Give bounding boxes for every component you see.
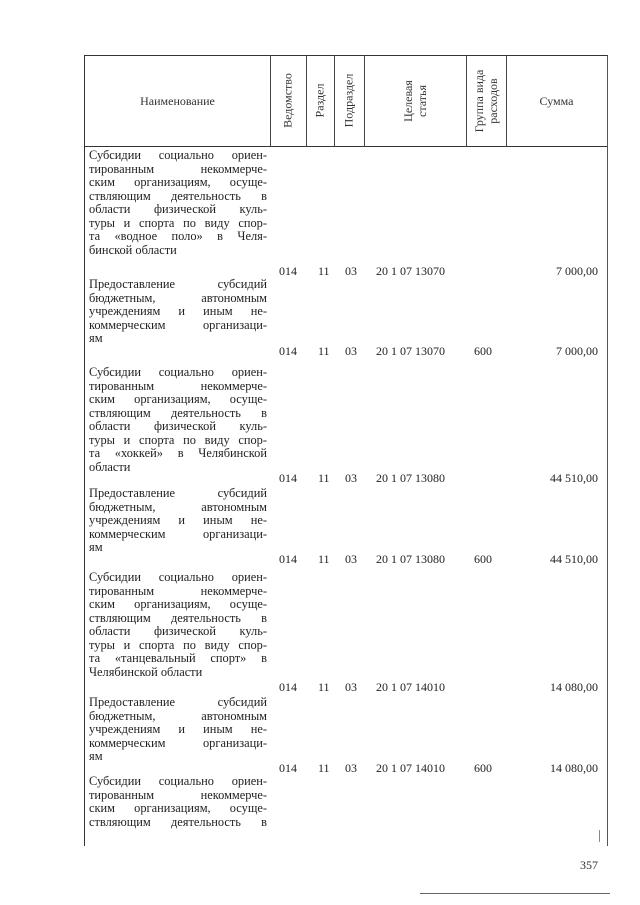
row-6-razdel: 11	[318, 761, 330, 775]
row-3-line: области физической куль-	[89, 419, 267, 433]
row-1-line: бинской области	[89, 242, 177, 257]
row-3-podrazdel: 03	[345, 471, 357, 485]
row-2-podrazdel: 03	[345, 344, 357, 358]
row-4-line: коммерческим организаци-	[89, 526, 267, 541]
row-3-description	[89, 366, 267, 474]
page-number: 357	[580, 858, 598, 872]
footer-rule	[420, 893, 610, 894]
row-4-summa: 44 510,00	[550, 552, 598, 566]
row-5-line: ствляющим деятельность в	[89, 610, 267, 625]
row-4-line: ям	[89, 540, 103, 554]
row-5-line: ским организациям, осуще-	[89, 597, 267, 611]
row-6-line: Предоставление субсидий	[89, 695, 267, 709]
row-3-line: Субсидии социально ориен-	[89, 365, 267, 379]
row-2-line: учреждениям и иным не-	[89, 304, 267, 318]
header-celevaya-line2: статья	[415, 85, 429, 117]
row-7-line: ствляющим деятельность в	[89, 814, 267, 829]
row-3-line: та «хоккей» в Челябинской	[89, 446, 267, 460]
row-6-line: коммерческим организаци-	[89, 735, 267, 750]
row-2-vedomstvo: 014	[279, 344, 297, 358]
row-5-line: области физической куль-	[89, 624, 267, 638]
row-2-razdel: 11	[318, 344, 330, 358]
row-4-razdel: 11	[318, 552, 330, 566]
header-divider-2	[306, 55, 307, 147]
row-5-line: Субсидии социально ориен-	[89, 570, 267, 584]
row-2-line: ям	[89, 331, 103, 345]
row-2-gruppa: 600	[474, 344, 492, 358]
row-7-line: тированным некоммерче-	[89, 787, 267, 802]
row-1-description	[89, 149, 267, 257]
header-gruppa-line1: Группа вида	[472, 69, 486, 133]
row-6-line: бюджетным, автономным	[89, 708, 267, 723]
row-1-celevaya-statya: 20 1 07 13070	[376, 264, 445, 278]
row-7-description	[89, 775, 267, 829]
row-1-podrazdel: 03	[345, 264, 357, 278]
row-3-line: ским организациям, осуще-	[89, 392, 267, 406]
row-6-line: ям	[89, 749, 103, 763]
header-summa: Сумма	[539, 93, 574, 108]
row-1-line: Субсидии социально ориен-	[89, 148, 267, 162]
row-5-description	[89, 571, 267, 679]
header-gruppa-line2: расходов	[486, 78, 500, 124]
row-5-vedomstvo: 014	[279, 680, 297, 694]
row-2-description	[89, 278, 267, 346]
row-2-summa: 7 000,00	[556, 344, 598, 358]
row-6-podrazdel: 03	[345, 761, 357, 775]
row-4-celevaya-statya: 20 1 07 13080	[376, 552, 445, 566]
row-1-line: ствляющим деятельность в	[89, 188, 267, 203]
row-3-summa: 44 510,00	[550, 471, 598, 485]
header-divider	[84, 146, 607, 147]
header-celevaya-statya	[401, 61, 429, 141]
row-1-vedomstvo: 014	[279, 264, 297, 278]
row-4-vedomstvo: 014	[279, 552, 297, 566]
row-6-gruppa: 600	[474, 761, 492, 775]
row-3-line: туры и спорта по виду спор-	[89, 432, 267, 447]
row-1-line: области физической куль-	[89, 202, 267, 216]
row-2-line: коммерческим организаци-	[89, 317, 267, 332]
row-4-gruppa: 600	[474, 552, 492, 566]
row-4-line: бюджетным, автономным	[89, 499, 267, 514]
header-gruppa-vida-rashodov	[472, 61, 500, 141]
header-divider-3	[334, 55, 335, 147]
row-4-podrazdel: 03	[345, 552, 357, 566]
row-6-vedomstvo: 014	[279, 761, 297, 775]
row-5-line: тированным некоммерче-	[89, 583, 267, 598]
header-divider-5	[466, 55, 467, 147]
row-2-celevaya-statya: 20 1 07 13070	[376, 344, 445, 358]
row-5-razdel: 11	[318, 680, 330, 694]
row-6-description	[89, 696, 267, 764]
header-vedomstvo: Ведомство	[280, 73, 295, 128]
row-2-line: бюджетным, автономным	[89, 290, 267, 305]
row-6-line: учреждениям и иным не-	[89, 722, 267, 736]
row-7-line: Субсидии социально ориен-	[89, 774, 267, 788]
row-1-line: ским организациям, осуще-	[89, 175, 267, 189]
row-6-summa: 14 080,00	[550, 761, 598, 775]
row-5-line: Челябинской области	[89, 664, 203, 679]
row-1-line: та «водное поло» в Челя-	[89, 229, 267, 243]
header-divider-4	[364, 55, 365, 147]
row-1-summa: 7 000,00	[556, 264, 598, 278]
header-razdel: Раздел	[312, 83, 327, 118]
row-3-line: тированным некоммерче-	[89, 378, 267, 393]
row-4-description	[89, 487, 267, 555]
header-podrazdel: Подраздел	[341, 73, 356, 128]
row-1-line: туры и спорта по виду спор-	[89, 215, 267, 230]
header-divider-1	[270, 55, 271, 147]
row-3-vedomstvo: 014	[279, 471, 297, 485]
row-5-summa: 14 080,00	[550, 680, 598, 694]
row-3-line: области	[89, 459, 131, 474]
row-4-line: Предоставление субсидий	[89, 486, 267, 500]
margin-tick	[599, 830, 600, 842]
row-4-line: учреждениям и иным не-	[89, 513, 267, 527]
row-1-razdel: 11	[318, 264, 330, 278]
header-celevaya-line1: Целевая	[401, 80, 415, 122]
row-7-line: ским организациям, осуще-	[89, 801, 267, 815]
row-5-line: туры и спорта по виду спор-	[89, 637, 267, 652]
row-3-razdel: 11	[318, 471, 330, 485]
row-5-line: та «танцевальный спорт» в	[89, 651, 267, 665]
header-name: Наименование	[140, 93, 215, 108]
row-5-celevaya-statya: 20 1 07 14010	[376, 680, 445, 694]
row-2-line: Предоставление субсидий	[89, 277, 267, 291]
row-5-podrazdel: 03	[345, 680, 357, 694]
row-3-line: ствляющим деятельность в	[89, 405, 267, 420]
row-1-line: тированным некоммерче-	[89, 161, 267, 176]
row-3-celevaya-statya: 20 1 07 13080	[376, 471, 445, 485]
row-6-celevaya-statya: 20 1 07 14010	[376, 761, 445, 775]
